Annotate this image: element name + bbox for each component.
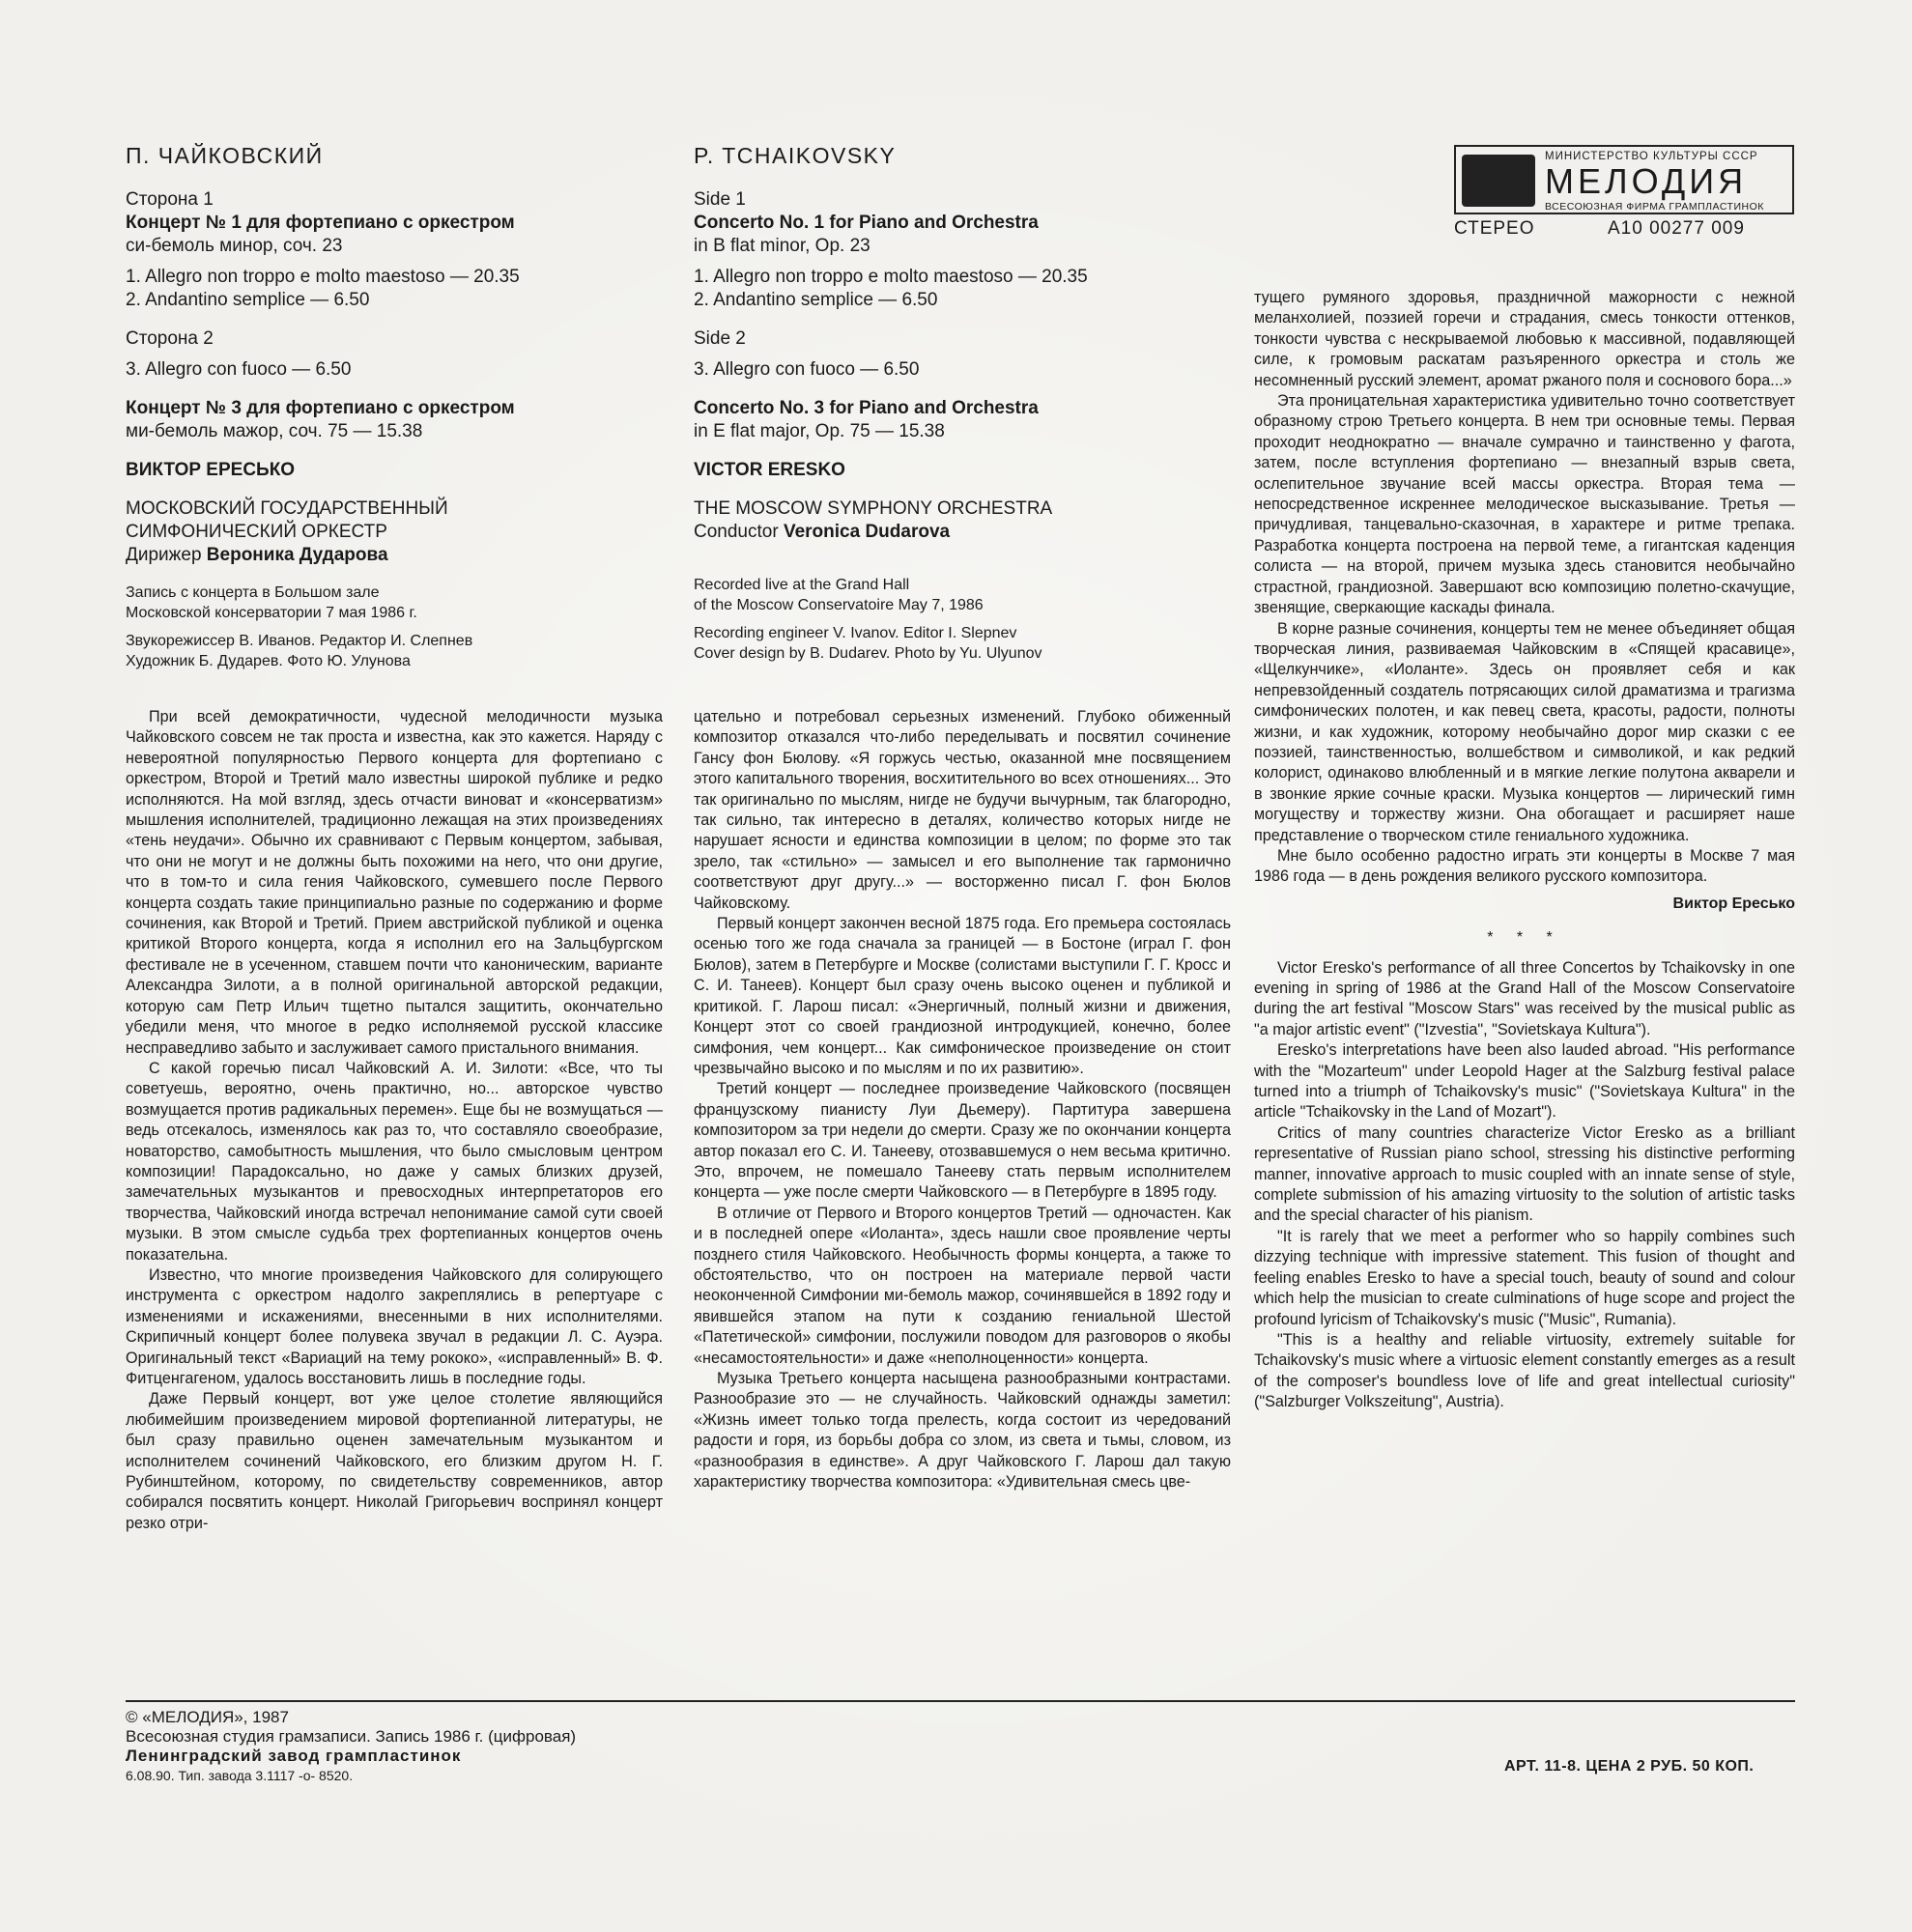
side2-ru: Сторона 2: [126, 328, 214, 349]
notes-column-1: [126, 707, 663, 1534]
paragraph: Мне было особенно радостно играть эти концерты в Москве 7 мая 1986 года — в день рождения великого русского композитора.: [1254, 846, 1795, 886]
catalog-number: А10 00277 009: [1608, 218, 1745, 239]
orchestra-line2-ru: СИМФОНИЧЕСКИЙ ОРКЕСТР: [126, 522, 387, 542]
paragraph: Critics of many countries characterize Victor Eresko as a brilliant representative of Russian piano school, stressing his distinctive performing manner, innovative approach to music coupled with an innate sense of style, complete submission of his amazing virtuosity to the solution of artistic tasks and the special character of his pianism.: [1254, 1123, 1795, 1225]
paragraph: Первый концерт закончен весной 1875 года. Его премьера состоялась осенью того же года сначала за границей — в Бостоне (играл Г. фон Бюлов), затем в Петербурге и Москве (солистами выступили Г. Г. Кросс и С. И. Танеев). Концерт был сразу очень высоко оценен и публикой и критикой. Г. Ларош писал: «Энергичный, полный жизни и движения, Концерт этот со своей грандиозной интродукцией, конечно, более симфония, чем концерт... Как симфоническое произведение он стоит чрезвычайно высоко и по мыслям и по их развитию».: [694, 915, 1231, 1077]
paragraph: Третий концерт — последнее произведение Чайковского (посвящен французскому пианисту Луи Дьемеру). Партитура завершена композитором за три недели до смерти. Сразу же по окончании концерта автор показал его С. И. Танееву, отозвавшемуся о нем весьма критично. Это, впрочем, не помешало Танееву стать первым исполнителем концерта — уже после смерти Чайковского — в Петербурге в 1895 году.: [694, 1080, 1231, 1202]
paragraph: Известно, что многие произведения Чайковского для солирующего инструмента с оркестром надолго закреплялись в репертуаре с изменениями и искажениями, внесенными в них исполнителями. Скрипичный концерт более полувека звучал в редакции Л. С. Ауэра. Оригинальный текст «Вариаций на тему рококо», «исправленный» В. Ф. Фитценгагеном, удалось восстановить лишь в последние годы.: [126, 1265, 663, 1387]
side2-en: Side 2: [694, 328, 746, 349]
credits1-en: Recording engineer V. Ivanov. Editor I. Slepnev: [694, 625, 1017, 641]
paragraph: В отличие от Первого и Второго концертов Третий — одночастен. Как и в последней опере «Иоланта», здесь нашли свое проявление черты позднего стиля Чайковского. Необычность формы концерта, а также то обстоятельство, что он построен на материале первой части неоконченной Симфонии ми-бемоль мажор, сочинявшейся в 1892 году и явившейся этапом на пути к созданию гениальной Шестой «Патетической» симфонии, послужили поводом для разговоров о якобы «несамостоятельности» и даже «неполноценности» концерта.: [694, 1204, 1231, 1367]
paragraph: При всей демократичности, чудесной мелодичности музыка Чайковского совсем не так проста и известна, как это кажется. Наряду с невероятной популярностью Первого концерта для фортепиано с оркестром, Второй и Третий мало известны широкой публике и редко исполняются. На мой взгляд, здесь отчасти виноват и «консерватизм» мышления исполнителей, традиционно лежащая на этих произведениях «тень неудачи». Обычно их сравнивают с Первым концертом, забывая, что они не могут и не должны быть похожими на него, что они другие, что в том-то и сила гения Чайковского, сумевшего после Первого концерта создать такие принципиально разные по содержанию и форме сочинения, как Второй и Третий. Прием австрийской публикой и оценка критикой Второго концерта, когда я исполнил его на Зальцбургском фестивале не в усеченном, ставшем почти что каноническим, варианте Александра Зилоти, а в полной оригинальной авторской редакции, которую сам Петр Ильич тщетно пытался защитить, окончательно убедили меня, что многое в редко исполняемой русской классике несправедливо забыто и заслуживает самого пристального внимания.: [126, 708, 663, 1057]
footer-credits: [126, 1708, 576, 1785]
author-signature: Виктор Ересько: [1672, 895, 1795, 912]
movement3-ru: 3. Allegro con fuoco — 6.50: [126, 359, 352, 380]
concerto3-title-en: Concerto No. 3 for Piano and Orchestra: [694, 398, 1039, 418]
paragraph: Эта проницательная характеристика удивительно точно соответствует образному строю Третьего концерта. В нем три основные темы. Первая проходит неоднократно — вначале сумрачно и таинственно у фагота, затем, после вступления фортепиано — внезапный взрыв света, ослепительное звучание всей массы оркестра. Вторая тема — непосредственное искреннее мелодическое высказывание. Третья — причудливая, танцевально-сказочная, в характере и ритме трепака. Разработка концерта построена на первой теме, а гигантская каденция солиста — на второй, причем музыка здесь становится необычайно страстной, грандиозной. Завершают всю композицию полетно-скачущие, звенящие, сверкающие каскады финала.: [1254, 392, 1795, 617]
conductor-ru: Дирижер Вероника Дударова: [126, 545, 388, 565]
soloist-ru: ВИКТОР ЕРЕСЬКО: [126, 460, 296, 480]
price-label: АРТ. 11-8. ЦЕНА 2 РУБ. 50 КОП.: [1504, 1758, 1755, 1775]
footer-rule: [126, 1700, 1795, 1702]
print-info: 6.08.90. Тип. завода 3.1117 -о- 8520.: [126, 1768, 354, 1783]
paragraph: "It is rarely that we meet a performer who so happily combines such dizzying technique with impressive statement. This fusion of thought and feeling enables Eresko to have a special touch, beauty of sound and colour which help the musician to create culminations of huge scope and project the profound lyricism of Tchaikovsky's music ("Music", Rumania).: [1254, 1227, 1795, 1328]
concerto3-key-en: in E flat major, Op. 75 — 15.38: [694, 421, 945, 441]
recording-info2-ru: Московской консерватории 7 мая 1986 г.: [126, 605, 417, 621]
movement1-ru: 1. Allegro non troppo e molto maestoso — 20.35: [126, 267, 520, 287]
firm-text: ВСЕСОЮЗНАЯ ФИРМА ГРАМПЛАСТИНОК: [1545, 201, 1764, 213]
recording-info2-en: of the Moscow Conservatoire May 7, 1986: [694, 597, 984, 613]
paragraph: Victor Eresko's performance of all three Concertos by Tchaikovsky in one evening in spring of 1986 at the Grand Hall of the Moscow Conservatoire during the art festival "Moscow Stars" was received by the musical public as "a major artistic event" ("Izvestia", "Sovietskaya Kultura").: [1254, 958, 1795, 1038]
movement3-en: 3. Allegro con fuoco — 6.50: [694, 359, 920, 380]
side1-ru: Сторона 1: [126, 189, 214, 210]
studio-info: Всесоюзная студия грамзаписи. Запись 1986 г. (цифровая): [126, 1727, 577, 1746]
concerto1-key-en: in B flat minor, Op. 23: [694, 236, 870, 256]
movement2-ru: 2. Andantino semplice — 6.50: [126, 290, 370, 310]
concerto3-key-ru: ми-бемоль мажор, соч. 75 — 15.38: [126, 421, 423, 441]
notes-column-2: [694, 707, 1231, 1492]
paragraph: тущего румяного здоровья, праздничной мажорности с нежной меланхолией, поэзией горечи и страдания, смесь тонкости оттенков, тонкости чувства с нескрываемой любовью к массивной, подавляющей силе, к громовым раскатам разъяренного оркестра и столь же несомненный русский элемент, аромат ржаного поля и соснового бора...»: [1254, 289, 1795, 389]
ministry-text: МИНИСТЕРСТВО КУЛЬТУРЫ СССР: [1545, 151, 1758, 162]
paragraph: Музыка Третьего концерта насыщена разнообразными контрастами. Разнообразие это — не случайность. Чайковский однажды заметил: «Жизнь имеет только тогда прелесть, когда состоит из чередований радости и горя, из борьбы добра со злом, из света и тьмы, словом, из «разнообразия в единстве». А друг Чайковского Г. Ларош дал такую характеристику творчества композитора: «Удивительная смесь цве-: [694, 1370, 1231, 1492]
credits2-ru: Художник Б. Дударев. Фото Ю. Улунова: [126, 653, 411, 669]
movement1-en: 1. Allegro non troppo e molto maestoso — 20.35: [694, 267, 1088, 287]
orchestra-line1-ru: МОСКОВСКИЙ ГОСУДАРСТВЕННЫЙ: [126, 498, 448, 519]
side1-en: Side 1: [694, 189, 746, 210]
section-divider: * * *: [1487, 929, 1562, 947]
stereo-label: СТЕРЕО: [1454, 218, 1535, 239]
credits1-ru: Звукорежиссер В. Иванов. Редактор И. Слепнев: [126, 633, 473, 649]
paragraph: Eresko's interpretations have been also lauded abroad. "His performance with the "Mozarteum" under Leopold Hager at the Salzburg festival palace turned into a triumph of Tchaikovsky's music" ("Sovietskaya Kultura" in the article "Tchaikovsky in the Land of Mozart").: [1254, 1041, 1795, 1122]
brand-text: МЕЛОДИЯ: [1545, 161, 1748, 201]
composer-ru: П. ЧАЙКОВСКИЙ: [126, 143, 324, 168]
concerto3-title-ru: Концерт № 3 для фортепиано с оркестром: [126, 398, 515, 418]
concerto1-title-ru: Концерт № 1 для фортепиано с оркестром: [126, 213, 515, 233]
paragraph: С какой горечью писал Чайковский А. И. Зилоти: «Все, что ты советуешь, вероятно, очень практично, но... авторское чувство возмущается против радикальных перемен». Еще бы не возмущаться — ведь отсекалось, изменялось как раз то, что составляло своеобразие, новаторство, самобытность мышления, что было смысловым центром композиции! Парадоксально, но даже у самых близких друзей, замечательных музыкантов и превосходных интерпретаторов его творчества, Чайковский иногда встречал непонимание самой сути своей музыки. В этом смысле судьба трех фортепианных концертов очень показательна.: [126, 1059, 663, 1264]
paragraph: цательно и потребовал серьезных изменений. Глубоко обиженный композитор отказался что-либо переделывать и посвятил сочинение Гансу фон Бюлову. «Я горжусь честью, оказанной мне посвящением этого капитального творения, восхитительного во всех отношениях... Это так оригинально по мыслям, нигде не будучи вычурным, так благородно, так сильно, так интересно в деталях, количество которых нигде не нарушает ясности и единства композиции в целом; по форме это так зрело, так «стильно» — замысел и его выполнение так гармонично соответствуют друг другу...» — восторженно писал Г. фон Бюлов Чайковскому.: [694, 708, 1231, 912]
paragraph: В корне разные сочинения, концерты тем не менее объединяет общая творческая линия, развиваемая Чайковским в «Спящей красавице», «Щелкунчике», «Иоланте». Здесь он проявляет себя и как непревзойденный создатель потрясающих силой драматизма и трагизма симфонических полотен, и как певец света, красоты, радости, полноты жизни, и как художник, которому необычайно дорог мир сказки с ее поэзией, таинственностью, волшебством и символикой, и как редкий колорист, одинаково влюбленный и в мягкие легкие полутона акварели и в звонкие яркие сочные краски. Музыка концертов — лирический гимн могуществу и торжеству жизни. Она обогащает и расширяет наше представление о творческом стиле гениального художника.: [1254, 619, 1795, 844]
paragraph: Даже Первый концерт, вот уже целое столетие являющийся любимейшим произведением мировой фортепианной литературы, не был сразу правильно оценен замечательным музыкантом и исполнителем сочинений Чайковского, его близким другом Н. Г. Рубинштейном, которому, по свидетельству современников, автор собирался посвятить концерт. Николай Григорьевич воспринял концерт резко отри-: [126, 1390, 663, 1532]
copyright: © «МЕЛОДИЯ», 1987: [126, 1708, 289, 1726]
credits2-en: Cover design by B. Dudarev. Photo by Yu. Ulyunov: [694, 645, 1042, 662]
russian-tracklist: [126, 143, 667, 671]
concerto1-key-ru: си-бемоль минор, соч. 23: [126, 236, 343, 256]
composer-en: P. TCHAIKOVSKY: [694, 143, 897, 168]
concerto1-title-en: Concerto No. 1 for Piano and Orchestra: [694, 213, 1039, 233]
melodiya-emblem-icon: [1462, 155, 1535, 207]
melodiya-logo: [1454, 145, 1794, 214]
soloist-en: VICTOR ERESKO: [694, 460, 845, 480]
english-tracklist: [694, 143, 1235, 664]
movement2-en: 2. Andantino semplice — 6.50: [694, 290, 938, 310]
recording-info1-ru: Запись с концерта в Большом зале: [126, 584, 380, 601]
paragraph: "This is a healthy and reliable virtuosity, extremely suitable for Tchaikovsky's music where a virtuosic element constantly emerges as a result of the composer's boundless love of life and great intellectual curiosity" ("Salzburger Volkszeitung", Austria).: [1254, 1330, 1795, 1411]
orchestra-en: THE MOSCOW SYMPHONY ORCHESTRA: [694, 498, 1053, 519]
notes-column-3: [1254, 288, 1795, 1413]
recording-info1-en: Recorded live at the Grand Hall: [694, 577, 910, 593]
conductor-en: Conductor Veronica Dudarova: [694, 522, 951, 542]
plant-info: Ленинградский завод грампластинок: [126, 1747, 462, 1765]
